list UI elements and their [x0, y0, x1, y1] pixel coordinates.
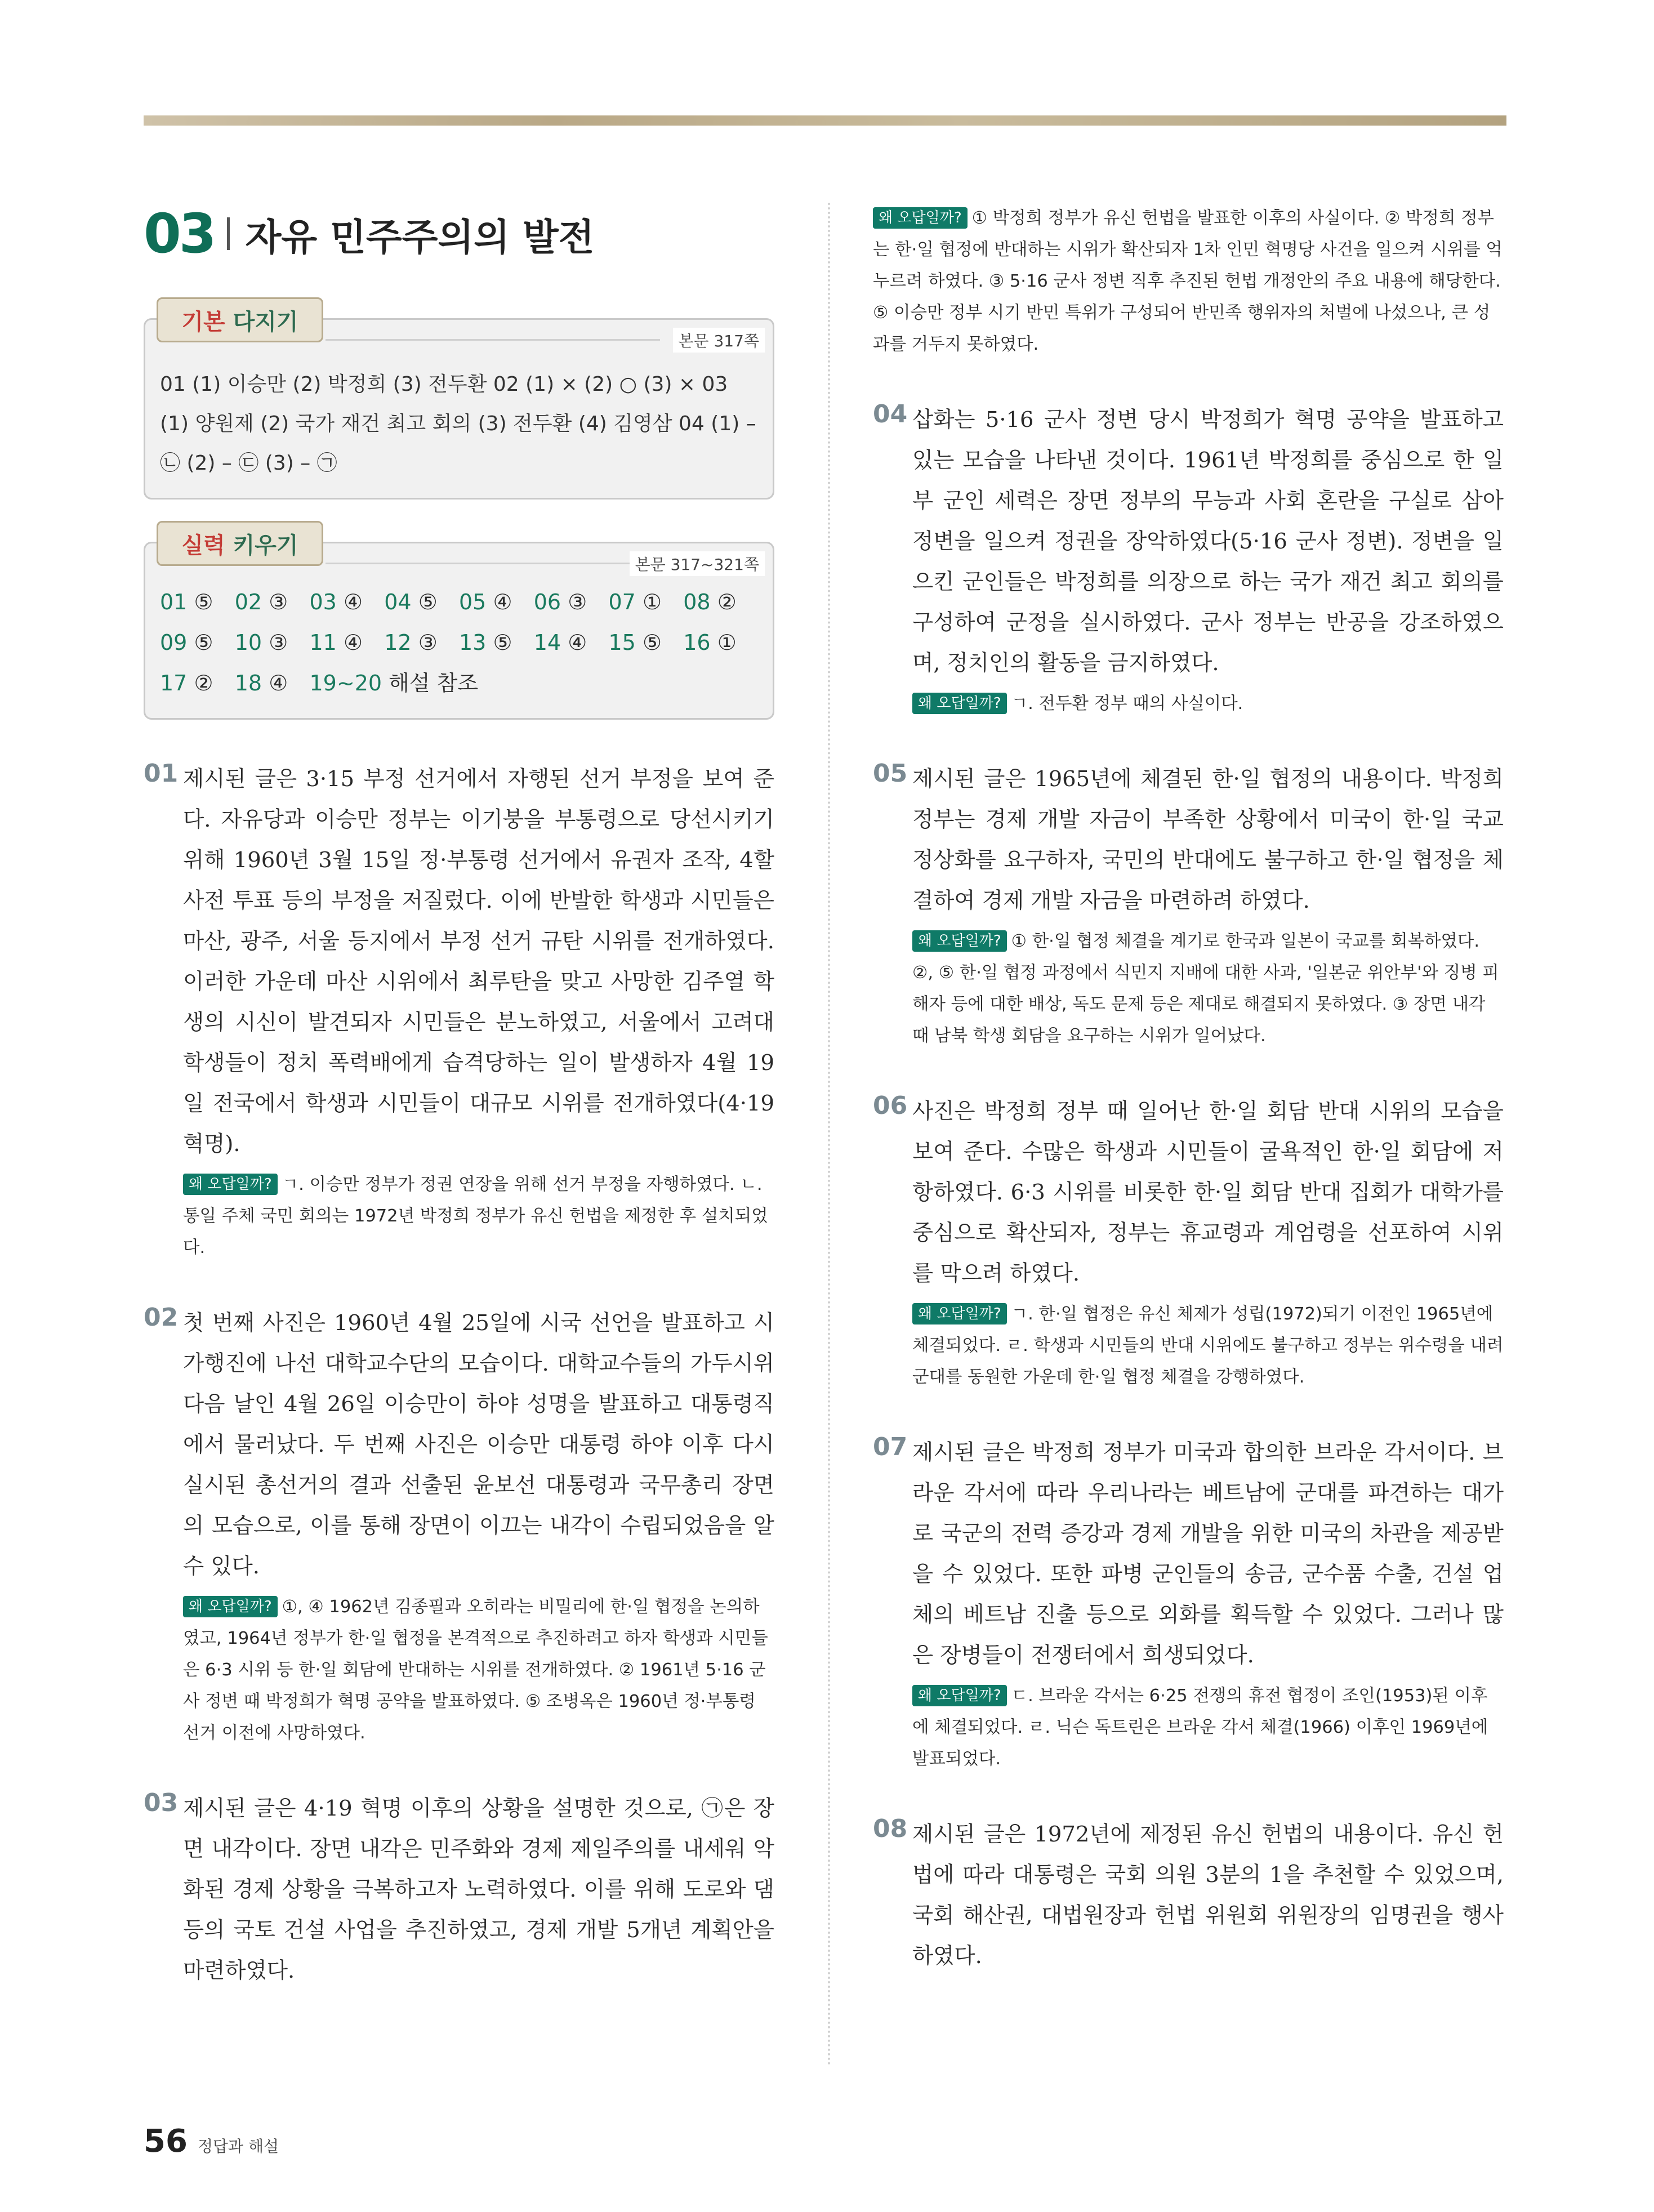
right-column	[873, 203, 1504, 1977]
basic-box-page-ref: 본문 317쪽	[673, 328, 765, 353]
top-decorative-bar	[144, 115, 1506, 126]
skill-box-page-ref: 본문 317~321쪽	[630, 551, 765, 576]
wrong-answer-tag: 왜 오답일까?	[912, 693, 1007, 714]
answer-cell: 08 ②	[683, 590, 737, 614]
answer-cell: 12 ③	[384, 630, 438, 655]
wrong-answer-note	[912, 688, 1504, 720]
page-number: 56	[144, 2123, 188, 2160]
skill-answer-grid	[160, 582, 758, 703]
item-text: 삽화는 5·16 군사 정변 당시 박정희가 혁명 공약을 발표하고 있는 모습을 나타낸 것이다. 1961년 박정희를 중심으로 한 일부 군인 세력은 장면 정부의 무능과 사회 혼란을 구실로 삼아 정변을 일으켜 정권을 장악하였다(5·16 군사 정변). 정변을 일으킨 군인들은 박정희를 의장으로 하는 국가 재건 최고 회의를 구성하여 군정을 실시하였다. 군사 정부는 반공을 강조하였으며, 정치인의 활동을 금지하였다.	[912, 407, 1504, 676]
chapter-divider	[227, 217, 230, 250]
item-number: 01	[144, 759, 179, 788]
chapter-number: 03	[144, 202, 215, 265]
basic-answer-line: ㉡ (2) – ㉢ (3) – ㉠	[160, 452, 337, 475]
skill-box-tab	[157, 521, 323, 566]
note-text: ㄱ. 한·일 협정은 유신 체제가 성립(1972)되기 이전인 1965년에 체결되었다. ㄹ. 학생과 시민들의 반대 시위에도 불구하고 정부는 위수령을 내려 군대를 동원한 가운데 한·일 협정 체결을 강행하였다.	[912, 1304, 1504, 1387]
basic-answer-box	[144, 309, 774, 500]
item-number: 03	[144, 1789, 179, 1817]
note-text: ① 한·일 협정 체결을 계기로 한국과 일본이 국교를 회복하였다. ②, ⑤ 한·일 협정 과정에서 식민지 지배에 대한 사과, '일본군 위안부'와 징병 피해자 등에 대한 배상, 독도 문제 등은 제대로 해결되지 못하였다. ③ 장면 내각 때 남북 학생 회담을 요구하는 시위가 일어났다.	[912, 931, 1499, 1046]
explanation-item	[144, 1303, 774, 1749]
item-number: 08	[873, 1814, 908, 1843]
wrong-answer-tag: 왜 오답일까?	[912, 1303, 1007, 1324]
answer-cell: 09 ⑤	[160, 630, 213, 655]
column-divider	[828, 203, 830, 2067]
note-text: ① 박정희 정부가 유신 헌법을 발표한 이후의 사실이다. ② 박정희 정부는 한·일 협정에 반대하는 시위가 확산되자 1차 인민 혁명당 사건을 일으켜 시위를 억누르려 하였다. ③ 5·16 군사 정변 직후 추진된 헌법 개정안의 주요 내용에 해당한다. ⑤ 이승만 정부 시기 반민 특위가 구성되어 반민족 행위자의 처벌에 나섰으나, 큰 성과를 거두지 못하였다.	[873, 208, 1503, 354]
box-rule	[326, 339, 660, 341]
item-number: 06	[873, 1091, 908, 1120]
chapter-heading	[144, 203, 774, 265]
answer-cell: 16 ①	[683, 630, 737, 655]
explanation-item	[873, 1814, 1504, 1977]
wrong-answer-note	[912, 926, 1504, 1052]
answer-cell: 04 ⑤	[384, 590, 438, 614]
answer-cell: 01 ⑤	[160, 590, 213, 614]
wrong-answer-note	[912, 1680, 1504, 1775]
explanation-item	[873, 759, 1504, 1052]
item-text: 사진은 박정희 정부 때 일어난 한·일 회담 반대 시위의 모습을 보여 준다. 수많은 학생과 시민들이 굴욕적인 한·일 회담에 저항하였다. 6·3 시위를 비롯한 한·일 회담 반대 집회가 대학가를 중심으로 확산되자, 정부는 휴교령과 계엄령을 선포하여 시위를 막으려 하였다.	[912, 1099, 1504, 1286]
box-rule	[326, 563, 660, 564]
answer-cell: 15 ⑤	[608, 630, 662, 655]
basic-answer-line: 01 (1) 이승만 (2) 박정희 (3) 전두환 02 (1) × (2) ○ (3) × 03	[160, 373, 728, 396]
skill-answer-box	[144, 532, 774, 720]
wrong-answer-tag: 왜 오답일까?	[183, 1596, 278, 1617]
left-column	[144, 203, 774, 1991]
item-text: 제시된 글은 1965년에 체결된 한·일 협정의 내용이다. 박정희 정부는 경제 개발 자금이 부족한 상황에서 미국이 한·일 국교 정상화를 요구하자, 국민의 반대에도 불구하고 한·일 협정을 체결하여 경제 개발 자금을 마련하려 하였다.	[912, 766, 1504, 913]
wrong-answer-tag: 왜 오답일까?	[873, 207, 968, 229]
answer-cell: 11 ④	[309, 630, 363, 655]
chapter-title: 자유 민주주의의 발전	[245, 215, 595, 259]
item-text: 제시된 글은 4·19 혁명 이후의 상황을 설명한 것으로, ㉠은 장면 내각이다. 장면 내각은 민주화와 경제 제일주의를 내세워 악화된 경제 상황을 극복하고자 노력하였다. 이를 위해 도로와 댐 등의 국토 건설 사업을 추진하였고, 경제 개발 5개년 계획안을 마련하였다.	[183, 1796, 774, 1983]
answer-cell: 10 ③	[234, 630, 288, 655]
answer-cell: 05 ④	[459, 590, 512, 614]
answer-cell: 03 ④	[309, 590, 363, 614]
explanation-item	[873, 400, 1504, 720]
note-text: ㄱ. 전두환 정부 때의 사실이다.	[1011, 694, 1243, 713]
item-number: 04	[873, 400, 908, 429]
page-footer	[144, 2123, 279, 2160]
wrong-answer-note	[912, 1299, 1504, 1393]
wrong-answer-tag: 왜 오답일까?	[183, 1174, 278, 1195]
answer-cell: 06 ③	[533, 590, 587, 614]
answer-cell: 13 ⑤	[459, 630, 512, 655]
basic-box-tab	[157, 297, 323, 342]
answer-cell: 19~20 해설 참조	[309, 671, 479, 695]
answer-cell: 18 ④	[234, 671, 288, 695]
item-text: 제시된 글은 3·15 부정 선거에서 자행된 선거 부정을 보여 준다. 자유당과 이승만 정부는 이기붕을 부통령으로 당선시키기 위해 1960년 3월 15일 정·부통령 선거에서 유권자 조작, 4할 사전 투표 등의 부정을 저질렀다. 이에 반발한 학생과 시민들은 마산, 광주, 서울 등지에서 부정 선거 규탄 시위를 전개하였다. 이러한 가운데 마산 시위에서 최루탄을 맞고 사망한 김주열 학생의 시신이 발견되자 시민들은 분노하였고, 서울에서 고려대 학생들이 정치 폭력배에게 습격당하는 일이 발생하자 4월 19일 전국에서 학생과 시민들이 대규모 시위를 전개하였다(4·19 혁명).	[183, 766, 774, 1157]
explanation-item	[873, 1433, 1504, 1775]
explanation-item	[873, 1091, 1504, 1393]
note-text: ㄱ. 이승만 정부가 정권 연장을 위해 선거 부정을 자행하였다. ㄴ. 통일 주체 국민 회의는 1972년 박정희 정부가 유신 헌법을 제정한 후 설치되었다.	[183, 1175, 768, 1257]
note-text: ①, ④ 1962년 김종필과 오히라는 비밀리에 한·일 협정을 논의하였고, 1964년 정부가 한·일 협정을 본격적으로 추진하려고 하자 학생과 시민들은 6·3 시위 등 한·일 회담에 반대하는 시위를 전개하였다. ② 1961년 5·16 군사 정변 때 박정희가 혁명 공약을 발표하였다. ⑤ 조병옥은 1960년 정·부통령 선거 이전에 사망하였다.	[183, 1597, 768, 1743]
skill-tab-word-a: 실력	[181, 532, 225, 559]
answer-cell: 02 ③	[234, 590, 288, 614]
wrong-answer-note	[183, 1591, 774, 1749]
answer-cell: 17 ②	[160, 671, 213, 695]
answer-cell: 07 ①	[608, 590, 662, 614]
basic-tab-word-a: 기본	[181, 309, 225, 335]
basic-tab-word-b: 다지기	[233, 309, 298, 335]
item-number: 07	[873, 1433, 908, 1461]
basic-answer-line: (1) 양원제 (2) 국가 재건 최고 회의 (3) 전두환 (4) 김영삼 04 (1) –	[160, 412, 756, 435]
explanation-item	[144, 1789, 774, 1991]
item-text: 제시된 글은 박정희 정부가 미국과 합의한 브라운 각서이다. 브라운 각서에 따라 우리나라는 베트남에 군대를 파견하는 대가로 국군의 전력 증강과 경제 개발을 위한 미국의 차관을 제공받을 수 있었다. 또한 파병 군인들의 송금, 군수품 수출, 건설 업체의 베트남 진출 등으로 외화를 획득할 수 있었다. 그러나 많은 장병들이 전쟁터에서 희생되었다.	[912, 1440, 1504, 1668]
note-text: ㄷ. 브라운 각서는 6·25 전쟁의 휴전 협정이 조인(1953)된 이후에 체결되었다. ㄹ. 닉슨 독트린은 브라운 각서 체결(1966) 이후인 1969년에 발표되었다.	[912, 1686, 1488, 1769]
wrong-answer-tag: 왜 오답일까?	[912, 1685, 1007, 1706]
explanation-item	[144, 759, 774, 1264]
skill-tab-word-b: 키우기	[233, 532, 298, 559]
item-text: 제시된 글은 1972년에 제정된 유신 헌법의 내용이다. 유신 헌법에 따라 대통령은 국회 의원 3분의 1을 추천할 수 있었으며, 국회 해산권, 대법원장과 헌법 위원회 위원장의 임명권을 행사하였다.	[912, 1822, 1504, 1969]
item-text: 첫 번째 사진은 1960년 4월 25일에 시국 선언을 발표하고 시가행진에 나선 대학교수단의 모습이다. 대학교수들의 가두시위 다음 날인 4월 26일 이승만이 하야 성명을 발표하고 대통령직에서 물러났다. 두 번째 사진은 이승만 대통령 하야 이후 다시 실시된 총선거의 결과 선출된 윤보선 대통령과 국무총리 장면의 모습으로, 이를 통해 장면이 이끄는 내각이 수립되었음을 알 수 있다.	[183, 1310, 774, 1579]
wrong-answer-tag: 왜 오답일까?	[912, 930, 1007, 952]
basic-answers	[160, 365, 758, 483]
footer-label: 정답과 해설	[197, 2137, 279, 2156]
item-number: 05	[873, 759, 908, 788]
wrong-answer-note	[183, 1169, 774, 1264]
answer-cell: 14 ④	[533, 630, 587, 655]
item-number: 02	[144, 1303, 179, 1332]
wrong-answer-note	[873, 203, 1504, 360]
